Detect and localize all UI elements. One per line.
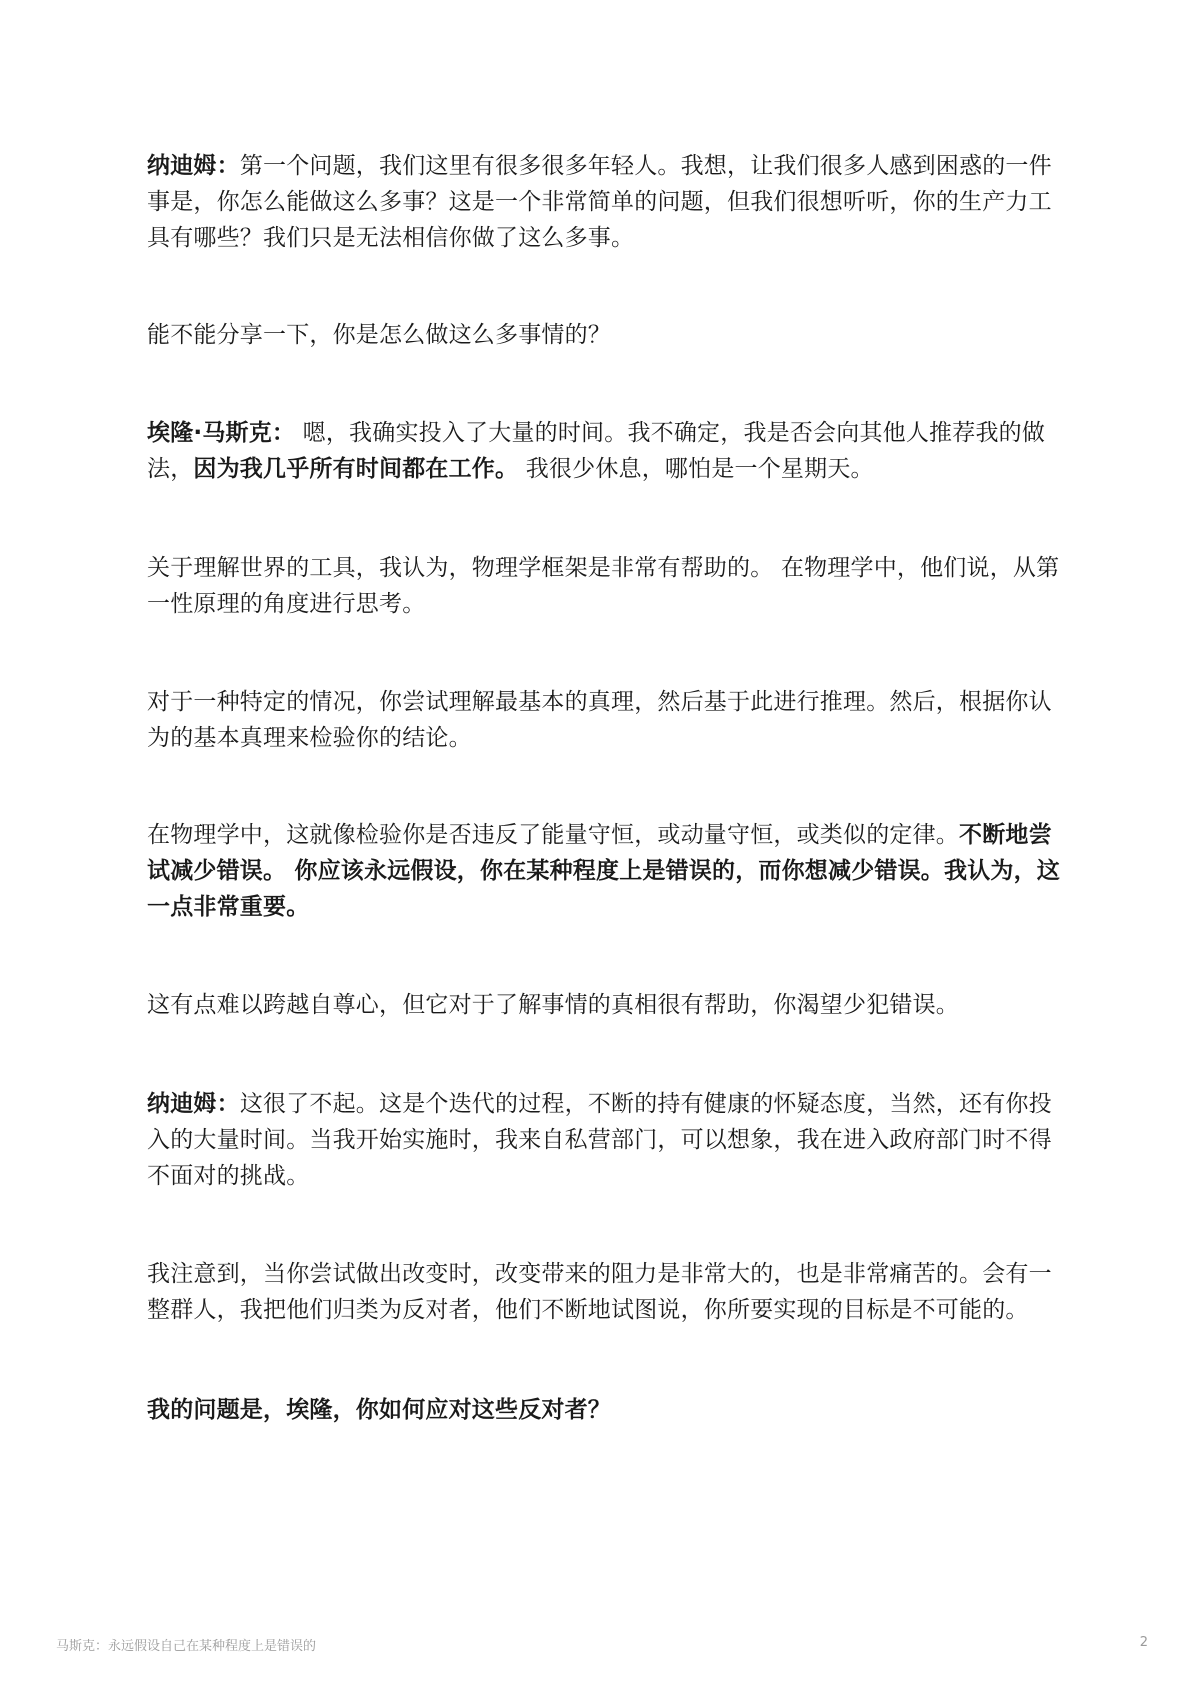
paragraph-9 — [147, 1256, 1067, 1328]
paragraph-3 — [147, 415, 1067, 487]
paragraph-text: 关于理解世界的工具，我认为，物理学框架是非常有帮助的。 在物理学中，他们说，从第一性原理的角度进行思考。 — [147, 555, 1060, 617]
paragraph-4 — [147, 550, 1067, 622]
paragraph-1 — [147, 148, 1067, 256]
paragraph-text: 这有点难以跨越自尊心，但它对于了解事情的真相很有帮助，你渴望少犯错误。 — [147, 992, 959, 1018]
paragraph-emphasis: 不断地尝试减少错误。 你应该永远假设，你在某种程度上是错误的，而你想减少错误。我认为，这一点非常重要。 — [147, 822, 1061, 920]
paragraph-10 — [147, 1392, 1067, 1428]
paragraph-text: 能不能分享一下，你是怎么做这么多事情的？ — [147, 322, 611, 348]
speaker-label: 埃隆·马斯克： — [147, 420, 296, 446]
footer-title: 马斯克：永远假设自己在某种程度上是错误的 — [56, 1639, 317, 1654]
paragraph-text: 嗯，我确实投入了大量的时间。我不确定，我是否会向其他人推荐我的做法， — [147, 420, 1046, 482]
paragraph-6 — [147, 817, 1067, 925]
paragraph-text: 我很少休息，哪怕是一个星期天。 — [518, 456, 874, 482]
paragraph-text: 在物理学中，这就像检验你是否违反了能量守恒，或动量守恒，或类似的定律。 — [147, 822, 959, 848]
paragraph-text: 这很了不起。这是个迭代的过程，不断的持有健康的怀疑态度，当然，还有你投入的大量时间。当我开始实施时，我来自私营部门，可以想象，我在进入政府部门时不得不面对的挑战。 — [147, 1091, 1052, 1189]
paragraph-emphasis: 因为我几乎所有时间都在工作。 — [193, 456, 519, 482]
paragraph-emphasis: 我的问题是，埃隆，你如何应对这些反对者？ — [147, 1397, 611, 1423]
speaker-label: 纳迪姆： — [147, 1091, 240, 1117]
speaker-label: 纳迪姆： — [147, 153, 240, 179]
page-number: 2 — [1139, 1635, 1148, 1650]
document-body — [147, 148, 1067, 1428]
paragraph-text: 对于一种特定的情况，你尝试理解最基本的真理，然后基于此进行推理。然后，根据你认为的基本真理来检验你的结论。 — [147, 689, 1052, 751]
paragraph-8 — [147, 1086, 1067, 1194]
paragraph-text: 我注意到，当你尝试做出改变时，改变带来的阻力是非常大的，也是非常痛苦的。会有一整群人，我把他们归类为反对者，他们不断地试图说，你所要实现的目标是不可能的。 — [147, 1261, 1052, 1323]
paragraph-2 — [147, 317, 1067, 353]
paragraph-5 — [147, 684, 1067, 756]
paragraph-7 — [147, 987, 1067, 1023]
paragraph-text: 第一个问题，我们这里有很多很多年轻人。我想，让我们很多人感到困惑的一件事是，你怎么能做这么多事？这是一个非常简单的问题，但我们很想听听，你的生产力工具有哪些？我们只是无法相信你做了这么多事。 — [147, 153, 1052, 251]
